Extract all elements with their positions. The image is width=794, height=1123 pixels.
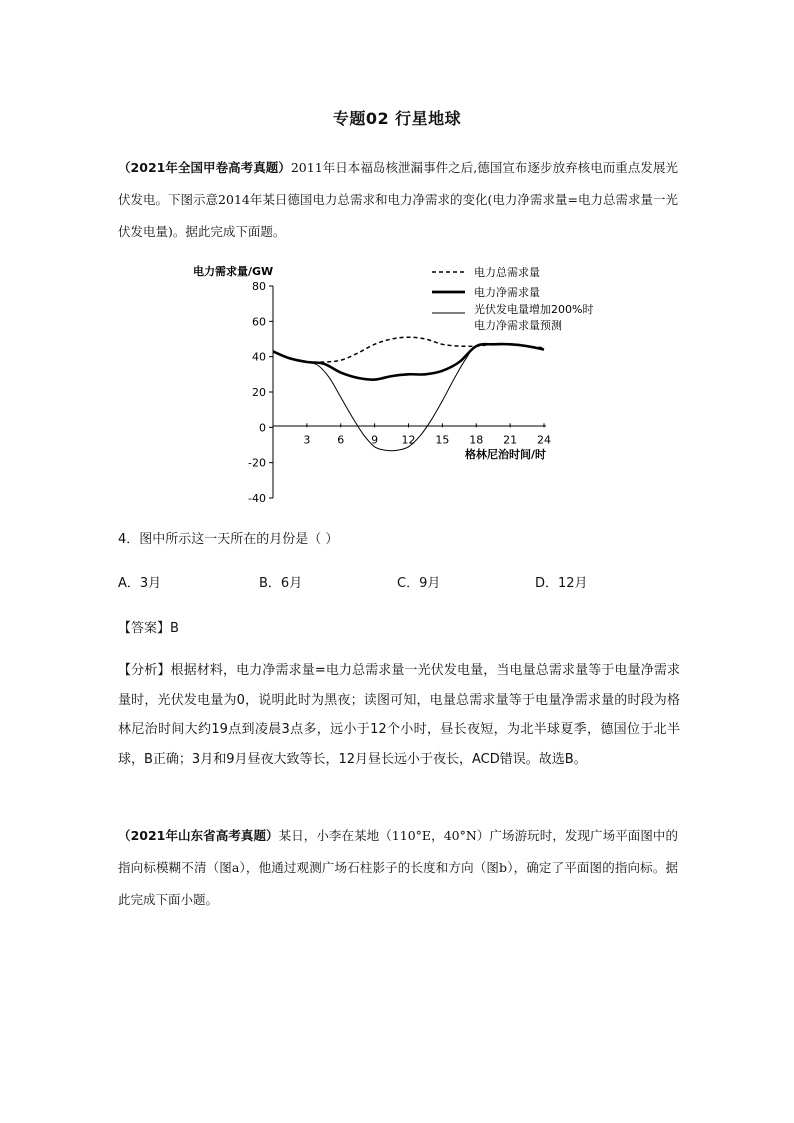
option-d[interactable]: D．12月 xyxy=(535,576,588,591)
x-tick-label: 6 xyxy=(337,433,345,447)
x-tick-label: 9 xyxy=(371,433,379,447)
x-tick-label: 24 xyxy=(537,433,551,447)
source-label-2: （2021年山东省高考真题） xyxy=(118,828,279,843)
x-tick-label: 21 xyxy=(503,433,518,447)
y-tick-label: 0 xyxy=(259,421,266,435)
y-tick-label: -20 xyxy=(248,456,266,470)
option-c[interactable]: C．9月 xyxy=(397,576,441,591)
legend-label-net: 电力净需求量 xyxy=(474,286,540,299)
option-a[interactable]: A．3月 xyxy=(118,576,162,591)
intro-paragraph-2 xyxy=(118,820,678,916)
series-net-demand-line xyxy=(273,344,544,380)
answer-value: B xyxy=(170,621,179,636)
y-tick-label: 80 xyxy=(252,280,266,293)
series-total-demand-line xyxy=(273,337,544,362)
demand-chart xyxy=(180,258,610,508)
x-tick-label: 18 xyxy=(469,433,484,447)
intro-text-1: 2011年日本福岛核泄漏事件之后,德国宣布逐步放弃核电而重点发展光伏发电。下图示意2014年某日德国电力总需求和电力净需求的变化(电力净需求量=电力总需求量一光伏发电量)。据此完成下面题。 xyxy=(118,160,678,239)
answer-line xyxy=(118,617,179,636)
y-axis-label: 电力需求量/GW xyxy=(193,265,274,278)
y-tick-label: 60 xyxy=(252,315,266,329)
x-tick-label: 3 xyxy=(303,433,311,447)
analysis-label: 【分析】 xyxy=(118,663,171,678)
y-tick-label: 40 xyxy=(252,350,266,364)
legend-label-total: 电力总需求量 xyxy=(474,266,540,279)
y-tick-label: 20 xyxy=(252,386,266,399)
page-title: 专题02 行星地球 xyxy=(332,109,462,128)
source-label-1: （2021年全国甲卷高考真题） xyxy=(118,160,291,175)
option-b[interactable]: B．6月 xyxy=(259,576,303,591)
x-tick-label: 15 xyxy=(435,433,450,447)
x-axis-label: 格林尼治时间/时 xyxy=(465,448,547,461)
intro-paragraph-1 xyxy=(118,152,678,248)
answer-label: 【答案】 xyxy=(118,621,171,636)
legend-label-forecast-2: 电力净需求量预测 xyxy=(474,319,562,332)
legend-label-forecast-1: 光伏发电量增加200%时 xyxy=(474,303,594,316)
analysis-text: 根据材料，电力净需求量=电力总需求量一光伏发电量，当电量总需求量等于电量净需求量时，光伏发电量为0，说明此时为黑夜；读图可知，电量总需求量等于电量净需求量的时段为格林尼治时间大约19点到凌晨3点多，远小于12个小时，昼长夜短，为北半球夏季，德国位于北半球，B正确；3月和9月昼夜大致等长，12月昼长远小于夜长，ACD错误。故选B。 xyxy=(118,663,680,767)
x-tick-label: 12 xyxy=(401,433,416,447)
question-4-stem: 4．图中所示这一天所在的月份是（ ） xyxy=(118,532,339,547)
y-tick-label: -40 xyxy=(248,492,266,505)
intro-text-2: 某日，小李在某地（110°E，40°N）广场游玩时，发现广场平面图中的指向标模糊不清（图a），他通过观测广场石柱影子的长度和方向（图b），确定了平面图的指向标。据此完成下面小题。 xyxy=(118,828,678,907)
analysis-paragraph xyxy=(118,656,680,774)
